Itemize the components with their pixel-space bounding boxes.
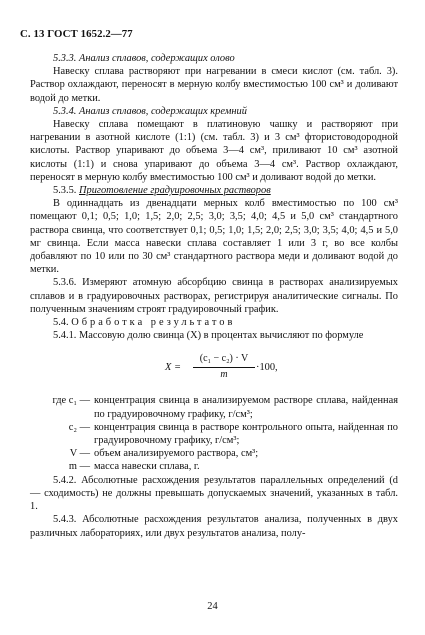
definition-label: где c₁ — [52,395,90,407]
page-header: С. 13 ГОСТ 1652.2—77 [20,28,133,40]
section-5-4-2-body: 5.4.2. Абсолютные расхождения результатов параллельных определений (d — сходимость) не должны превышать допускаемых значений, указанных в табл. 1. [30,474,398,513]
section-5-3-5-heading [30,184,398,197]
section-5-3-5-number: 5.3.5. [53,185,77,197]
formula-rhs: ·100, [256,362,278,374]
section-5-4-number: 5.4. [53,317,69,329]
section-5-3-5-body: В одиннадцать из двенадцати мерных колб вместимостью по 100 см³ помещают 0,1; 0,5; 1,0; 1,5; 2,0; 2,5; 3,0; 3,5; 4,0; 4,5 и 5,0 см³ стандартного раствора свинца, что соответствует 0,1; 0,5; 1,0; 1,5; 2,0; 2,5; 3,0; 3,5; 4,0; 4,5 и 5,0 мг свинца. Если масса навески сплава составляет 1 или 3 г, во все колбы добавляют по 10 или по 30 см³ стандартного раствора меди и доливают водой до метки. [30,198,398,276]
section-5-4-1-body: 5.4.1. Массовую долю свинца (X) в процентах вычисляют по формуле [53,330,364,342]
section-5-4-title: Обработка результатов [71,317,236,329]
mass-fraction-formula [30,352,398,382]
page-number: 24 [207,601,218,612]
definition-text: концентрация свинца в растворе контрольного опыта, найденная по градуировочному графику, г/см³; [94,421,398,447]
definition-label: m — [68,461,90,473]
definition-text: концентрация свинца в анализируемом растворе сплава, найденная по градуировочному графику, г/см³; [94,395,398,420]
definition-text: объем анализируемого раствора, см³; [94,448,259,460]
formula-lhs: X = [165,362,181,374]
formula-numerator: (c₁ − c₂) · V [193,352,255,367]
formula-denominator: m [220,368,228,380]
definition-label: V — [69,448,90,460]
definition-row [30,421,398,447]
definition-row [30,447,398,460]
definition-row [30,460,398,473]
section-5-3-5-title: Приготовление градуировочных растворов [79,185,271,197]
section-5-3-4-title: 5.3.4. Анализ сплавов, содержащих кремний [53,105,247,117]
section-5-3-3-body: Навеску сплава растворяют при нагревании в смеси кислот (см. табл. 3). Раствор охлаждают, переносят в мерную колбу вместимостью 100 см³ и доливают водой до метки. [30,66,398,104]
section-5-4-3-body: 5.4.3. Абсолютные расхождения результатов анализа, полученных в двух различных лабораториях, или двух результатов анализа, полу- [30,514,398,539]
page-body [30,52,398,540]
definition-row [30,394,398,420]
formula-fraction [193,352,255,380]
section-5-4-heading [30,316,398,329]
section-5-3-6-body: 5.3.6. Измеряют атомную абсорбцию свинца в растворах анализируемых сплавов и в градуировочных растворах, регистрируя аналитические сигналы. По полученным значениям строят градуировочный график. [30,277,398,315]
variable-definitions [30,394,398,473]
definition-text: масса навески сплава, г. [94,461,200,473]
section-5-3-3-title: 5.3.3. Анализ сплавов, содержащих олово [53,53,235,64]
section-5-3-4-body: Навеску сплава помещают в платиновую чашку и растворяют при нагревании в азотной кислоте (1:1) (см. табл. 3) и 3 см³ фтористоводородной кислоты. Раствор упаривают до объема 3—4 см³, приливают 10 см³ азотной кислоты (1:1) и снова упаривают до объема 3—4 см³. Раствор охлаждают, переносят в мерную колбу вместимостью 100 см³ и доливают водой до метки. [30,119,398,183]
definition-label: c₂ — [68,421,90,433]
